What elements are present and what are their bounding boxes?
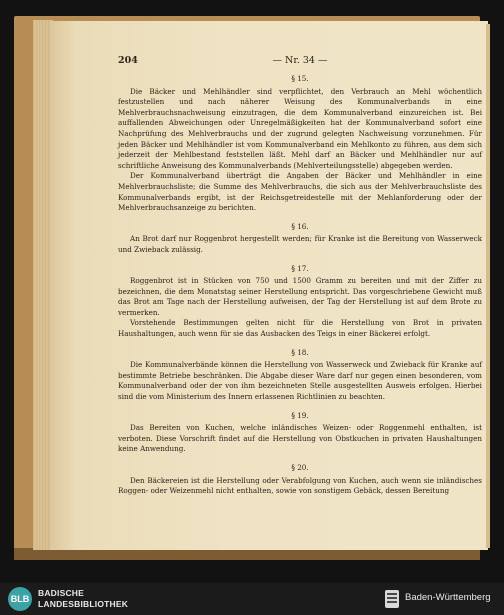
section-heading: § 16. <box>291 221 309 231</box>
page-header <box>118 55 482 69</box>
section-paragraph: Vorstehende Bestimmungen gelten nicht für die Herstellung von Brot in privaten Haushaltungen, auch wenn für sie das Ausbacken des Teigs in einer Bäckerei erfolgt. <box>118 318 482 339</box>
section-gap <box>118 256 482 262</box>
section-gap <box>118 403 482 409</box>
coat-of-arms-icon <box>384 588 400 610</box>
section-gap <box>118 214 482 220</box>
section-paragraph: Das Bereiten von Kuchen, welche inländisches Weizen- oder Roggenmehl enthalten, ist verboten. Diese Vorschrift findet auf die Herstellung von Obstkuchen in privaten Haushaltungen keine Anwendung. <box>118 423 482 454</box>
section-heading: § 18. <box>291 347 309 357</box>
blb-logo-icon[interactable]: BLB <box>8 587 32 611</box>
section-paragraph: Der Kommunalverband überträgt die Angaben der Bäcker und Mehlhändler in eine Mehlverbrauchsliste; die Summe des Mehlverbrauchs, die sich aus der Mehlverbrauchsliste des Kommunalverbands ergibt, ist der Reichsgetreidestelle mit der Mehlanforderung oder der Mehlverbrauchsanzeige zu berichten. <box>118 171 482 213</box>
section-paragraph: Den Bäckereien ist die Herstellung oder Verabfolgung von Kuchen, auch wenn sie inländisches Roggen- oder Weizenmehl nicht enthalten, sowie von sonstigem Gebäck, dessen Bereitung <box>118 475 482 496</box>
section-heading: § 15. <box>291 74 309 83</box>
section-paragraph: An Brot darf nur Roggenbrot hergestellt werden; für Kranke ist die Bereitung von Wasserweck und Zwieback zulässig. <box>118 234 482 254</box>
section-heading: § 17. <box>291 263 309 273</box>
page-right-edge <box>486 24 490 548</box>
page-text <box>118 72 482 497</box>
issue-number: — Nr. 34 — <box>272 55 328 66</box>
section-paragraph: Die Kommunalverbände können die Herstellung von Wasserweck und Zwieback für Kranke auf bestimmte Betriebe beschränken. Die Abgabe dieser Ware darf nur gegen einen besonderen, vom Kommunalverband oder der von ihm bezeichneten Stelle ausgestellten Ausweis erfolgen. Hierbei sind die vom Ministerium des Innern erlassenen Richtlinien zu beachten. <box>118 360 482 402</box>
blb-name[interactable] <box>38 588 128 610</box>
blb-name-line2: LANDESBIBLIOTHEK <box>38 599 129 609</box>
section-paragraph: Die Bäcker und Mehlhändler sind verpflichtet, den Verbrauch an Mehl wöchentlich festzustellen und nach näherer Weisung des Kommunalverbands in eine Mehlverbrauchsnachweisung einzutragen, die dem Kommunalverband einzureichen ist. Bei auffallenden Abweichungen oder Unregelmäßigkeiten hat der Kommunalverband sofort eine Nachprüfung des Mehlverbrauchs und der zugrund gelegten Nachweisung vorzunehmen. Für jeden Bäcker und Mehlhändler ist vom Kommunalverband ein Mehlkonto zu führen, aus dem sich jederzeit der Mehlbestand feststellen läßt. Mehl darf an Bäcker und Mehlhändler nur auf schriftliche Anweisung des Kommunalverbands (Mehlverteilungsstelle) abgegeben werden. <box>118 86 482 170</box>
blb-name-line1: BADISCHE <box>38 588 84 598</box>
section-paragraph: Roggenbrot ist in Stücken von 750 und 1500 Gramm zu bereiten und mit der Ziffer zu bezeichnen, die dem Monatstag seiner Herstellung entspricht. Das vorgeschriebene Gewicht muß das Brot am Tage nach der Herstellung aufweisen, der Tag der Herstellung ist auf dem Brote zu vermerken. <box>118 276 482 317</box>
section-gap <box>118 340 482 346</box>
section-heading: § 20. <box>291 463 309 472</box>
section-heading: § 19. <box>291 410 309 420</box>
footer-bar <box>0 583 504 615</box>
baden-wuerttemberg-label[interactable]: Baden-Württemberg <box>405 592 491 603</box>
page-number: 204 <box>118 55 138 66</box>
section-gap <box>118 455 482 461</box>
